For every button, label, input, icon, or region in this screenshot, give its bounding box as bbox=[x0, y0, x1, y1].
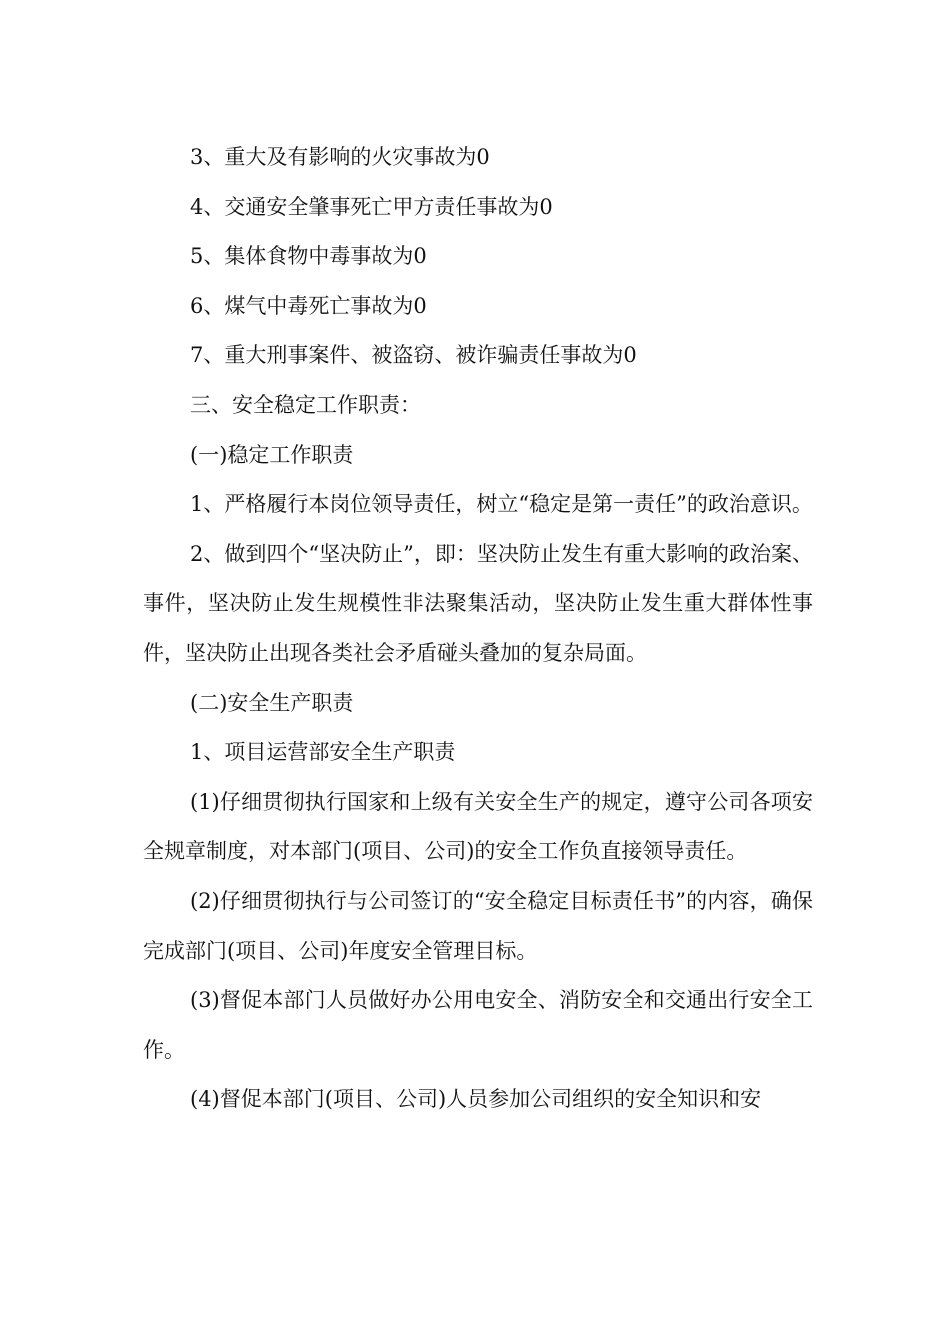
heading-operations-department-duties: 1、项目运营部安全生产职责 bbox=[190, 740, 456, 765]
paragraph-stability-duty-2: 2、做到四个“坚决防止”，即：坚决防止发生有重大影响的政治案、事件，坚决防止发生规模性非法聚集活动，坚决防止发生重大群体性事件，坚决防止出现各类社会矛盾碰头叠加的复杂局面。 bbox=[143, 541, 813, 665]
paragraph-criminal-case-target: 7、重大刑事案件、被盗窃、被诈骗责任事故为0 bbox=[190, 343, 637, 368]
paragraph-operations-duty-4: (4)督促本部门(项目、公司)人员参加公司组织的安全知识和安 bbox=[190, 1087, 762, 1112]
paragraph-operations-duty-3: (3)督促本部门人员做好办公用电安全、消防安全和交通出行安全工作。 bbox=[143, 988, 813, 1062]
paragraph-stability-duty-1: 1、严格履行本岗位领导责任，树立“稳定是第一责任”的政治意识。 bbox=[190, 492, 813, 517]
paragraph-food-poisoning-target: 5、集体食物中毒事故为0 bbox=[190, 244, 427, 269]
section-heading-safety-stability-duties: 三、安全稳定工作职责： bbox=[190, 392, 421, 417]
paragraph-fire-accident-target: 3、重大及有影响的火灾事故为0 bbox=[190, 145, 490, 169]
subsection-heading-stability-duties: (一)稳定工作职责 bbox=[190, 442, 354, 467]
paragraph-operations-duty-1: (1)仔细贯彻执行国家和上级有关安全生产的规定，遵守公司各项安全规章制度，对本部门(项目、公司)的安全工作负直接领导责任。 bbox=[143, 789, 813, 864]
subsection-heading-production-safety-duties: (二)安全生产职责 bbox=[190, 690, 354, 715]
document-body bbox=[143, 133, 813, 1125]
paragraph-gas-poisoning-target: 6、煤气中毒死亡事故为0 bbox=[190, 293, 427, 318]
paragraph-operations-duty-2: (2)仔细贯彻执行与公司签订的“安全稳定目标责任书”的内容，确保完成部门(项目、公司)年度安全管理目标。 bbox=[143, 888, 813, 963]
paragraph-traffic-accident-target: 4、交通安全肇事死亡甲方责任事故为0 bbox=[190, 194, 553, 219]
